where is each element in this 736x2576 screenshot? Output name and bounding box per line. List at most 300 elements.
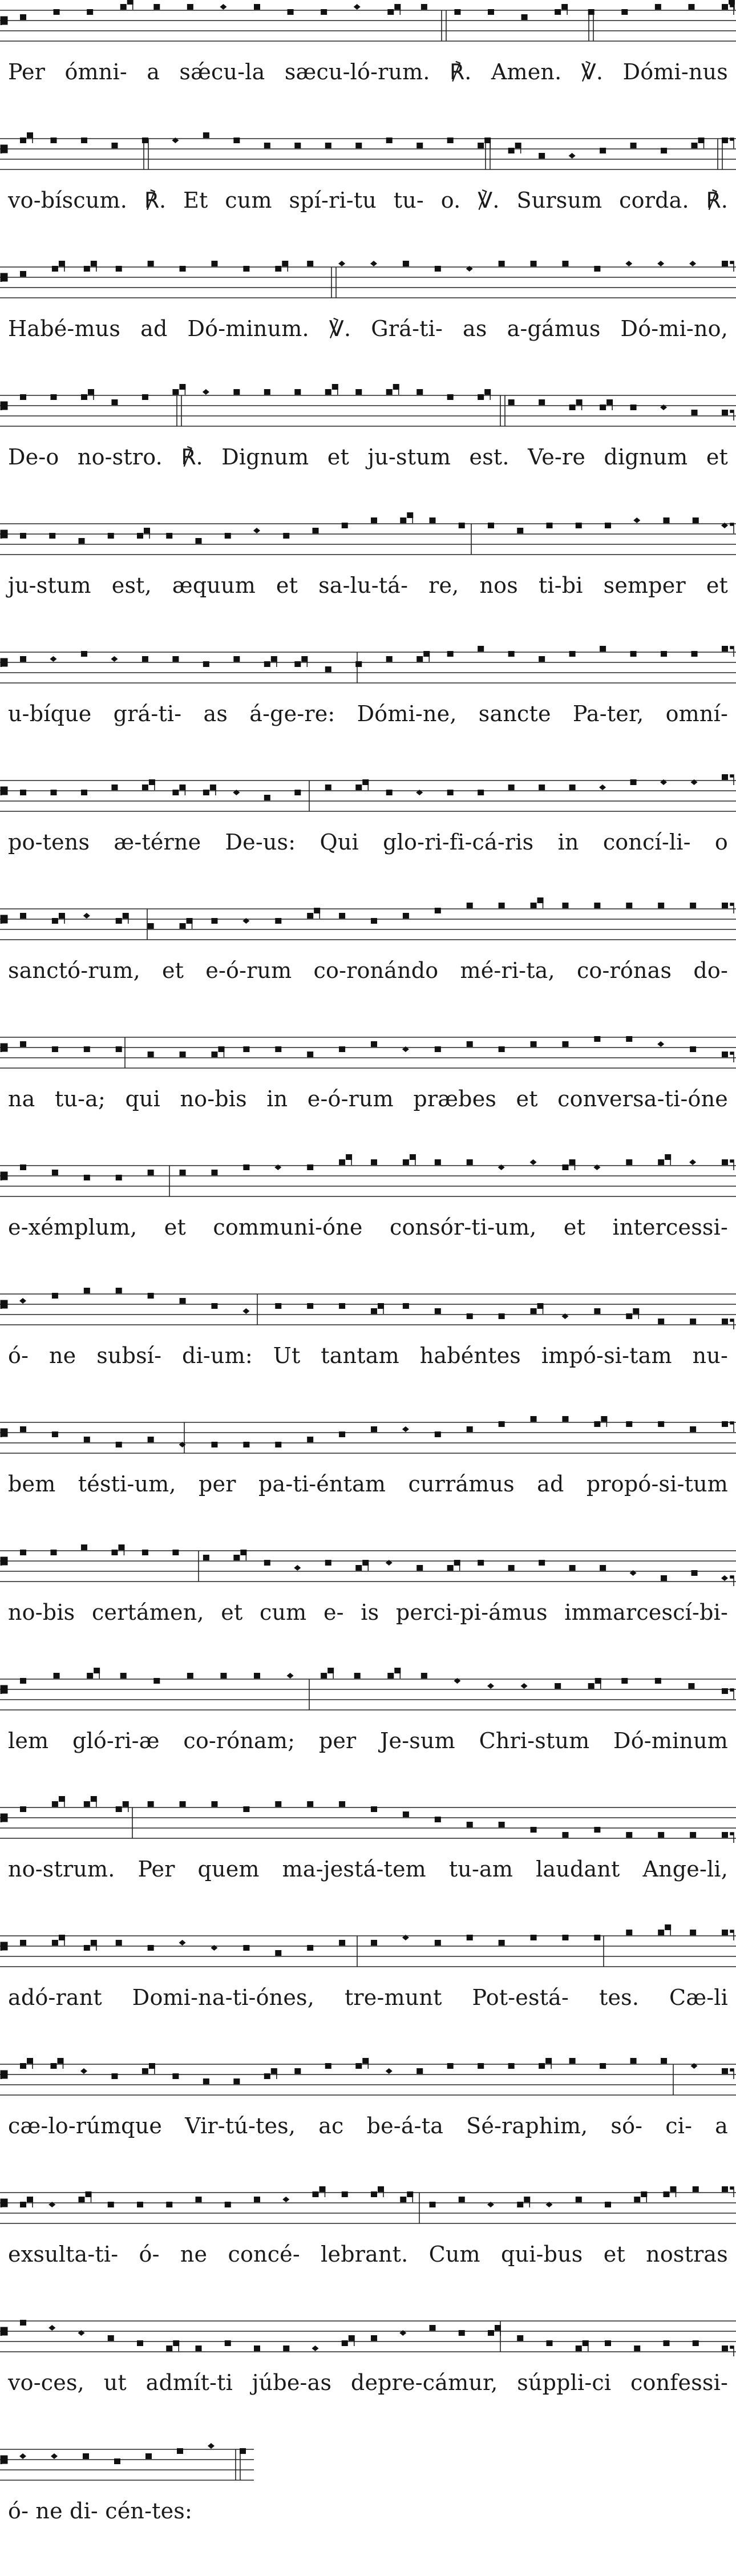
neume-note [142, 784, 148, 790]
custos-icon [730, 903, 734, 913]
neume-note [240, 2448, 246, 2454]
neume-note [283, 533, 289, 539]
neume-note [108, 2202, 114, 2207]
lyric-line: vo-bíscum. ℟. Et cum spí-ri-tu tu- o. ℣. Sursum corda. ℟. [8, 188, 728, 213]
lyric-line: lem gló-ri-æ co-rónam; per Je-sum Chri-stum Dó-minum [8, 1728, 728, 1753]
neume-note [116, 1175, 122, 1180]
neume-note [690, 903, 696, 908]
neume-note [294, 790, 301, 795]
neume-note [137, 2202, 143, 2207]
custos-icon [730, 646, 734, 657]
neume-note [275, 1442, 281, 1447]
neume-note [576, 2197, 582, 2202]
neume-note [166, 2202, 172, 2207]
custos-icon [730, 138, 734, 148]
neume-note [722, 410, 728, 415]
neume-note [54, 1673, 60, 1679]
neume-note [233, 138, 240, 143]
custos-icon [730, 1576, 734, 1586]
neume-note [81, 1544, 87, 1550]
neume-note [172, 656, 179, 662]
neume-note [50, 2063, 56, 2069]
neume-note [416, 143, 423, 148]
neume-note [116, 1288, 122, 1293]
c-clef-icon [1, 916, 7, 924]
c-clef-icon [1, 17, 7, 25]
neume-note [20, 1426, 26, 1432]
neume-note [626, 1421, 632, 1427]
neume-note [84, 1175, 90, 1180]
neume-note [467, 1313, 473, 1319]
neume-note [148, 1052, 154, 1057]
neume-note [655, 4, 661, 10]
chant-system [0, 899, 736, 1016]
neume-note [594, 1935, 600, 1940]
neume-note [605, 2202, 611, 2207]
neume-note [179, 1940, 186, 1946]
neume-note [459, 2330, 465, 2336]
neume-note [539, 153, 545, 159]
neume-note [220, 1673, 227, 1679]
neume-note [658, 1319, 664, 1324]
custos-icon [730, 1930, 734, 1940]
neume-note [81, 790, 87, 795]
c-clef-icon [1, 1429, 7, 1437]
neume-note [600, 1565, 606, 1571]
neume-note [531, 1308, 537, 1314]
neume-note [722, 1159, 728, 1165]
lyric-line: ju-stum est, æquum et sa-lu-tá- re, nos ti-bi semper et [8, 573, 728, 598]
neume-note [467, 1935, 473, 1940]
neume-note [243, 1945, 249, 1951]
lyric-line: u-bíque grá-ti- as á-ge-re: Dómi-ne, sancte Pa-ter, omní- [8, 701, 728, 726]
neume-note [339, 1159, 345, 1165]
neume-note [370, 261, 377, 266]
neume-note [722, 646, 728, 652]
neume-note [447, 394, 454, 400]
c-clef-icon [1, 2071, 7, 2079]
neume-note [569, 405, 576, 410]
neume-note [722, 1052, 728, 1057]
c-clef-icon [1, 1686, 7, 1694]
neume-note [148, 923, 154, 929]
neume-note [517, 528, 523, 533]
neume-note [386, 389, 393, 395]
neume-note [722, 1832, 728, 1838]
neume-note [478, 790, 484, 795]
neume-note [402, 1426, 409, 1432]
neume-note [52, 1046, 58, 1052]
c-clef-icon [1, 145, 7, 153]
neume-note [621, 1678, 628, 1684]
neume-note [339, 1303, 345, 1309]
c-clef-icon [1, 1943, 7, 1951]
neume-note [722, 1688, 728, 1694]
chant-system [0, 770, 736, 888]
neume-note [508, 399, 515, 405]
staff [0, 128, 736, 191]
neume-note [203, 132, 209, 138]
neume-note [661, 2058, 667, 2064]
neume-note [430, 2202, 436, 2207]
neume-note [142, 138, 148, 143]
neume-note [52, 1940, 58, 1946]
chant-system [0, 1540, 736, 1658]
neume-note [416, 1565, 423, 1571]
neume-note [658, 1832, 664, 1838]
c-clef-icon [1, 1814, 7, 1822]
neume-note [661, 148, 667, 153]
neume-note [20, 1550, 26, 1555]
neume-note [137, 533, 143, 539]
neume-note [416, 656, 423, 662]
neume-note [657, 1041, 664, 1047]
neume-note [111, 1550, 118, 1555]
c-clef-icon [1, 787, 7, 795]
neume-note [403, 1159, 409, 1165]
staff [0, 257, 736, 320]
neume-note [342, 523, 348, 528]
neume-note [283, 2346, 289, 2351]
neume-note [688, 4, 694, 10]
neume-note [243, 266, 249, 272]
neume-note [371, 1806, 377, 1812]
neume-note [531, 1935, 537, 1940]
neume-note [196, 538, 202, 544]
neume-note [20, 138, 26, 143]
neume-note [600, 646, 606, 652]
neume-note [691, 1570, 698, 1576]
neume-note [386, 656, 393, 662]
neume-note [264, 661, 270, 667]
staff [0, 642, 736, 705]
neume-note [312, 2346, 319, 2351]
lyric-line: De-o no-stro. ℟. Dignum et ju-stum est. Ve-re dignum et [8, 444, 728, 470]
neume-note [148, 1170, 154, 1175]
neume-note [722, 1319, 728, 1324]
neume-note [467, 903, 473, 908]
neume-note [400, 2197, 406, 2202]
staff [0, 2439, 736, 2502]
neume-note [275, 918, 281, 924]
neume-note [321, 9, 327, 15]
c-clef-icon [1, 2328, 7, 2336]
neume-note [325, 1560, 331, 1566]
neume-note [421, 1673, 427, 1679]
staff [0, 513, 736, 576]
neume-note [386, 138, 393, 143]
custos-icon [730, 1052, 734, 1062]
neume-note [148, 261, 154, 266]
neume-note [539, 656, 545, 662]
neume-note [20, 533, 26, 539]
staff [0, 1797, 736, 1860]
neume-note [594, 903, 600, 908]
neume-note [307, 1801, 313, 1807]
chant-system [0, 1926, 736, 2043]
neume-note [81, 394, 87, 400]
neume-note [691, 143, 698, 148]
c-clef-icon [1, 274, 7, 282]
neume-note [688, 1683, 694, 1689]
neume-note [562, 1164, 568, 1170]
neume-note [499, 1940, 505, 1946]
neume-note [339, 1940, 345, 1946]
neume-note [539, 784, 545, 790]
neume-note [20, 1940, 26, 1946]
neume-note [20, 2063, 26, 2069]
neume-note [626, 1036, 632, 1042]
neume-note [630, 651, 637, 657]
custos-icon [730, 1689, 734, 1699]
neume-note [180, 923, 186, 929]
neume-note [600, 2063, 606, 2069]
neume-note [467, 1426, 473, 1432]
chant-system [0, 513, 736, 631]
neume-note [19, 1298, 26, 1304]
neume-note [722, 2186, 728, 2192]
chant-system [0, 385, 736, 503]
neume-note [625, 261, 632, 266]
neume-note [211, 1801, 217, 1807]
neume-note [342, 2340, 348, 2346]
neume-note [120, 1673, 127, 1679]
neume-note [20, 1041, 26, 1047]
neume-note [225, 533, 231, 539]
neume-note [488, 523, 494, 528]
neume-note [569, 784, 576, 790]
neume-note [562, 1935, 568, 1940]
neume-note [588, 1683, 595, 1689]
neume-note [355, 2063, 362, 2069]
c-clef-icon [1, 531, 7, 539]
neume-note [661, 1575, 667, 1581]
neume-note [196, 2346, 202, 2351]
neume-note [576, 523, 582, 528]
neume-note [576, 2346, 582, 2351]
neume-note [354, 1673, 361, 1679]
c-clef-icon [1, 1558, 7, 1566]
neume-note [325, 143, 331, 148]
lyric-line: adó-rant Domi-na-ti-ónes, tre-munt Pot-está- tes. Cæ-li [8, 1985, 728, 2010]
neume-note [400, 517, 406, 523]
neume-note [294, 2068, 301, 2074]
neume-note [435, 1431, 441, 1437]
neume-note [722, 261, 728, 266]
neume-note [722, 2068, 728, 2074]
neume-note [339, 1431, 345, 1437]
neume-note [562, 1832, 568, 1838]
neume-note [339, 1801, 345, 1807]
neume-note [689, 261, 696, 266]
neume-note [371, 1308, 377, 1314]
neume-note [81, 138, 87, 143]
neume-note [342, 2191, 348, 2197]
neume-note [264, 795, 270, 800]
neume-note [51, 2453, 58, 2459]
neume-note [116, 918, 122, 924]
neume-note [467, 1041, 473, 1047]
custos-icon [730, 1422, 734, 1432]
neume-note [499, 1421, 505, 1427]
neume-note [196, 2197, 202, 2202]
chant-system [0, 257, 736, 374]
neume-note [19, 2453, 26, 2459]
neume-note [658, 1159, 664, 1165]
neume-note [530, 1159, 537, 1165]
neume-note [116, 1806, 122, 1812]
staff [0, 2182, 736, 2245]
lyric-line: e-xémplum, et communi-óne consór-ti-um, et intercessi- [8, 1215, 728, 1240]
neume-note [626, 1313, 632, 1319]
neume-note [49, 533, 55, 539]
neume-note [111, 143, 118, 148]
neume-note [387, 1673, 394, 1679]
neume-note [499, 1313, 505, 1319]
neume-note [626, 1930, 632, 1935]
neume-note [626, 1832, 632, 1838]
neume-note [355, 143, 362, 148]
neume-note [478, 394, 484, 400]
neume-note [254, 2197, 260, 2202]
neume-note [594, 1036, 600, 1042]
neume-note [459, 2197, 465, 2202]
neume-note [120, 4, 127, 10]
chant-system [0, 2311, 736, 2428]
neume-note [307, 261, 313, 266]
custos-icon [730, 410, 734, 420]
neume-note [547, 2340, 553, 2346]
neume-note [233, 656, 240, 662]
custos-icon [730, 2346, 734, 2356]
staff [0, 1669, 736, 1732]
neume-note [180, 1052, 186, 1057]
neume-note [148, 1801, 154, 1807]
neume-note [517, 2335, 523, 2341]
neume-note [693, 2340, 699, 2346]
neume-note [254, 4, 260, 10]
neume-note [661, 651, 667, 657]
neume-note [243, 1164, 249, 1170]
neume-note [307, 913, 313, 919]
staff [0, 0, 736, 63]
custos-icon [730, 1319, 734, 1329]
neume-note [499, 1822, 505, 1827]
chant-system [0, 128, 736, 246]
neume-note [371, 1159, 377, 1165]
neume-note [187, 1673, 193, 1679]
neume-note [20, 2320, 26, 2326]
neume-note [50, 1550, 56, 1555]
neume-note [243, 1046, 249, 1052]
custos-icon [730, 1833, 734, 1843]
neume-note [355, 389, 362, 395]
neume-note [325, 784, 331, 790]
neume-note [233, 389, 240, 395]
chant-system [0, 1412, 736, 1530]
neume-note [83, 913, 90, 919]
chant-system [0, 1027, 736, 1145]
neume-note [355, 661, 362, 667]
neume-note [355, 784, 362, 790]
neume-note [693, 517, 699, 523]
neume-note [478, 646, 484, 652]
neume-note [594, 1827, 600, 1833]
neume-note [531, 1416, 537, 1422]
chant-system [0, 1155, 736, 1273]
neume-note [722, 903, 728, 908]
c-clef-icon [1, 1044, 7, 1052]
neume-note [403, 1811, 409, 1817]
staff [0, 1926, 736, 1988]
neume-note [657, 261, 664, 266]
neume-note [517, 2202, 523, 2207]
neume-note [20, 1164, 26, 1170]
neume-note [371, 1940, 377, 1946]
neume-note [693, 2186, 699, 2192]
neume-note [626, 903, 632, 908]
neume-note [180, 266, 186, 272]
neume-note [722, 1421, 728, 1427]
c-clef-icon [1, 2199, 7, 2207]
neume-note [83, 2453, 89, 2459]
neume-note [630, 405, 637, 410]
neume-note [722, 1930, 728, 1935]
neume-note [116, 1940, 122, 1946]
neume-note [626, 1159, 632, 1165]
neume-note [79, 538, 85, 544]
neume-note [52, 266, 58, 272]
neume-note [52, 1170, 58, 1175]
neume-note [487, 1683, 494, 1689]
neume-note [211, 1052, 217, 1057]
lyric-line: Habé-mus ad Dó-minum. ℣. Grá-ti- as a-gámus Dó-mi-no, [8, 316, 728, 341]
lyric-line: na tu-a; qui no-bis in e-ó-rum præbes et conversa-ti-óne [8, 1086, 728, 1111]
neume-note [630, 2058, 637, 2064]
lyric-line: no-bis certámen, et cum e- is perci-pi-ámus immarcescí-bi- [8, 1600, 728, 1625]
lyric-line: po-tens æ-térne De-us: Qui glo-ri-fi-cá-ris in concí-li- o [8, 830, 728, 855]
neume-note [447, 651, 454, 657]
neume-note [690, 1930, 696, 1935]
neume-note [52, 1293, 58, 1299]
neume-note [20, 14, 26, 20]
neume-note [187, 4, 193, 10]
neume-note [203, 2078, 209, 2084]
neume-note [599, 784, 606, 790]
neume-note [148, 1945, 154, 1951]
neume-note [84, 1801, 90, 1807]
lyric-line: exsulta-ti- ó- ne concé- lebrant. Cum qui-bus et nostras [8, 2242, 728, 2267]
neume-note [264, 1560, 270, 1566]
neume-note [508, 1565, 515, 1571]
neume-note [655, 1678, 661, 1684]
neume-note [508, 148, 515, 153]
neume-note [421, 4, 427, 10]
neume-note [233, 2078, 240, 2084]
neume-note [114, 2458, 120, 2464]
neume-note [203, 661, 209, 667]
neume-note [294, 1565, 301, 1571]
neume-note [354, 4, 361, 10]
neume-note [20, 1806, 26, 1812]
chant-system [0, 642, 736, 759]
neume-note [430, 517, 436, 523]
neume-note [539, 399, 545, 405]
custos-icon [730, 775, 734, 785]
neume-note [569, 153, 576, 159]
neume-note [84, 1046, 90, 1052]
neume-note [371, 2191, 377, 2197]
